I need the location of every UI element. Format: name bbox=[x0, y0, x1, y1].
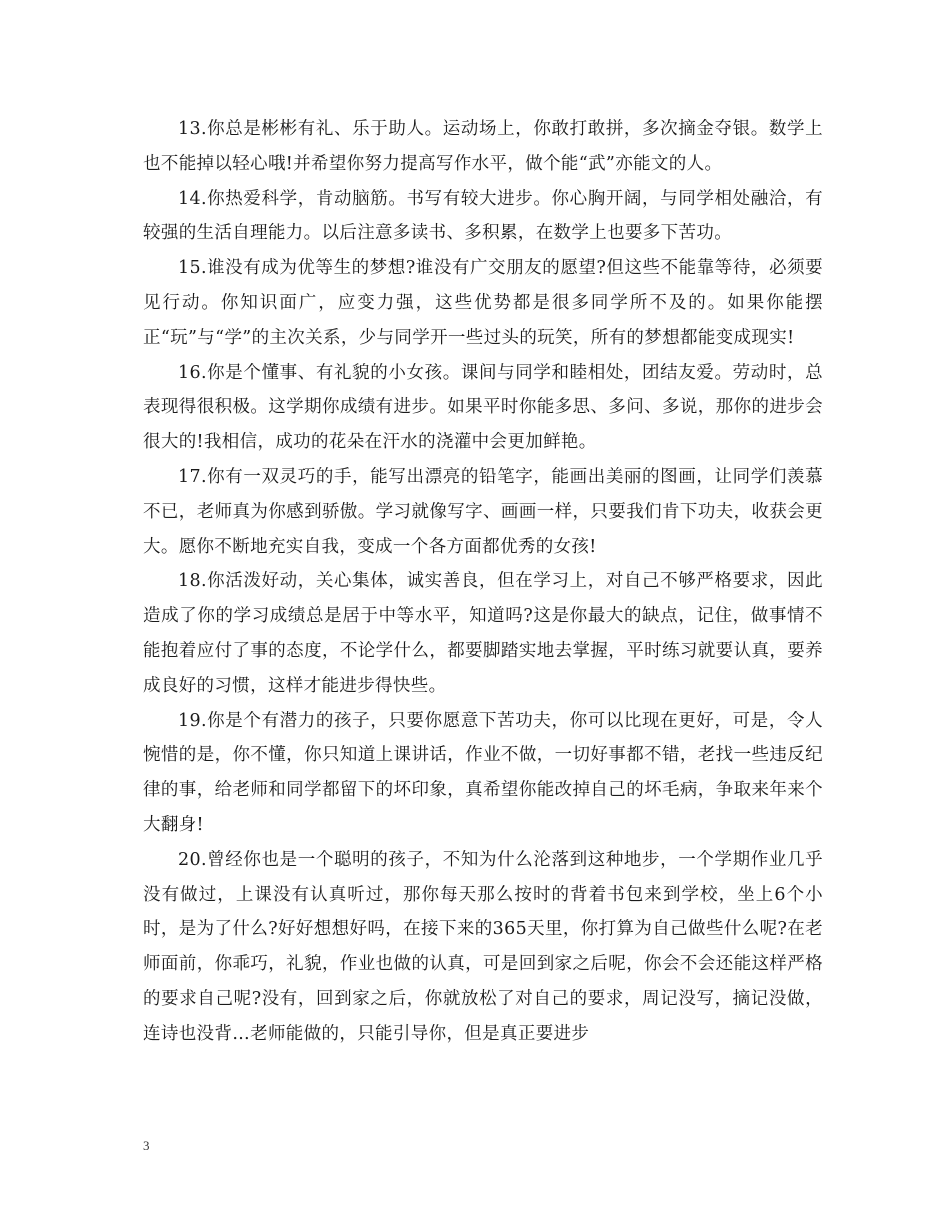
paragraph-19: 19.你是个有潜力的孩子，只要你愿意下苦功夫，你可以比现在更好，可是，令人惋惜的是，你不懂，你只知道上课讲话，作业不做，一切好事都不错，老找一些违反纪律的事，给老师和同学都留下的坏印象，真希望你能改掉自己的坏毛病，争取来年来个大翻身! bbox=[143, 710, 823, 835]
document-body bbox=[143, 112, 823, 1052]
paragraph-20: 20.曾经你也是一个聪明的孩子，不知为什么沦落到这种地步，一个学期作业几乎没有做过，上课没有认真听过，那你每天那么按时的背着书包来到学校，坐上6个小时，是为了什么?好好想想好吗，在接下来的365天里，你打算为自己做些什么呢?在老师面前，你乖巧，礼貌，作业也做的认真，可是回到家之后呢，你会不会还能这样严格的要求自己呢?没有，回到家之后，你就放松了对自己的要求，周记没写，摘记没做，连诗也没背…老师能做的，只能引导你，但是真正要进步 bbox=[143, 849, 823, 1044]
paragraph-17: 17.你有一双灵巧的手，能写出漂亮的铅笔字，能画出美丽的图画，让同学们羡慕不已，老师真为你感到骄傲。学习就像写字、画画一样，只要我们肯下功夫，收获会更大。愿你不断地充实自我，变成一个各方面都优秀的女孩! bbox=[143, 466, 823, 557]
paragraph-15: 15.谁没有成为优等生的梦想?谁没有广交朋友的愿望?但这些不能靠等待，必须要见行动。你知识面广，应变力强，这些优势都是很多同学所不及的。如果你能摆正“玩”与“学”的主次关系，少与同学开一些过头的玩笑，所有的梦想都能变成现实! bbox=[143, 258, 823, 348]
paragraph-18: 18.你活泼好动，关心集体，诚实善良，但在学习上，对自己不够严格要求，因此造成了你的学习成绩总是居于中等水平，知道吗?这是你最大的缺点，记住，做事情不能抱着应付了事的态度，不论学什么，都要脚踏实地去掌握，平时练习就要认真，要养成良好的习惯，这样才能进步得快些。 bbox=[143, 571, 823, 696]
paragraph-14: 14.你热爱科学，肯动脑筋。书写有较大进步。你心胸开阔，与同学相处融洽，有较强的生活自理能力。以后注意多读书、多积累，在数学上也要多下苦功。 bbox=[143, 188, 823, 244]
paragraph-13: 13.你总是彬彬有礼、乐于助人。运动场上，你敢打敢拼，多次摘金夺银。数学上也不能掉以轻心哦!并希望你努力提高写作水平，做个能“武”亦能文的人。 bbox=[143, 119, 823, 174]
page-number: 3 bbox=[143, 1138, 150, 1153]
paragraph-16: 16.你是个懂事、有礼貌的小女孩。课间与同学和睦相处，团结友爱。劳动时，总表现得很积极。这学期你成绩有进步。如果平时你能多思、多问、多说，那你的进步会很大的!我相信，成功的花朵在汗水的浇灌中会更加鲜艳。 bbox=[143, 362, 823, 453]
